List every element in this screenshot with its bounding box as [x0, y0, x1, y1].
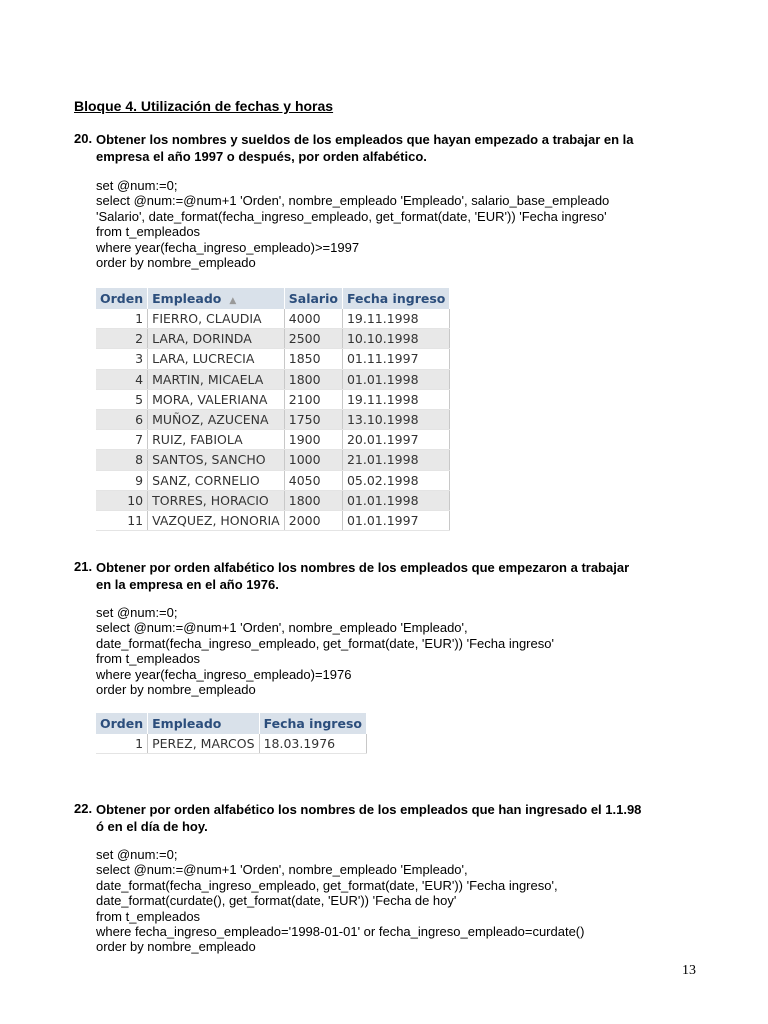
table-cell: MARTIN, MICAELA	[148, 369, 285, 389]
table-cell: FIERRO, CLAUDIA	[148, 309, 285, 329]
table-row[interactable]	[96, 409, 450, 429]
question-text-line: Obtener por orden alfabético los nombres de los empleados que empezaron a trabajar	[96, 560, 630, 575]
sql-line: where year(fecha_ingreso_empleado)>=1997	[96, 239, 360, 255]
table-cell: 1750	[284, 409, 342, 429]
table-cell: 01.11.1997	[342, 349, 449, 369]
question-text-line: ó en el día de hoy.	[96, 819, 208, 834]
table-row[interactable]	[96, 490, 450, 510]
sql-line: 'Salario', date_format(fecha_ingreso_empleado, get_format(date, 'EUR')) 'Fecha ingreso'	[96, 208, 607, 224]
table-cell: 9	[96, 470, 148, 490]
table-cell: 7	[96, 430, 148, 450]
table-row[interactable]	[96, 430, 450, 450]
question-21-sql	[96, 605, 554, 697]
table-cell: 01.01.1998	[342, 490, 449, 510]
table-cell: 19.11.1998	[342, 389, 449, 409]
results-table-20	[96, 288, 450, 531]
question-22-sql	[96, 847, 584, 955]
table-cell: 1000	[284, 450, 342, 470]
table-cell: LARA, DORINDA	[148, 329, 285, 349]
question-text-line: Obtener por orden alfabético los nombres de los empleados que han ingresado el 1.1.98	[96, 802, 642, 817]
col-header-orden[interactable]: Orden	[96, 288, 148, 309]
sql-line: date_format(fecha_ingreso_empleado, get_format(date, 'EUR')) 'Fecha ingreso'	[96, 635, 554, 651]
table-cell: 2100	[284, 389, 342, 409]
table-cell: 2000	[284, 510, 342, 530]
question-22-text	[96, 801, 696, 835]
table-cell: RUIZ, FABIOLA	[148, 430, 285, 450]
col-header-fecha-ingreso[interactable]: Fecha ingreso	[342, 288, 449, 309]
col-header-label: Empleado	[152, 291, 222, 306]
table-cell: 1	[96, 309, 148, 329]
question-20-sql	[96, 178, 609, 270]
sql-line: set @num:=0;	[96, 847, 178, 862]
sort-asc-icon: ▲	[229, 296, 237, 306]
table-cell: TORRES, HORACIO	[148, 490, 285, 510]
table-cell: 2500	[284, 329, 342, 349]
table-cell: 19.11.1998	[342, 309, 449, 329]
table-row[interactable]	[96, 734, 366, 754]
table-cell: 5	[96, 389, 148, 409]
table-cell: 20.01.1997	[342, 430, 449, 450]
question-22-number: 22.	[74, 801, 93, 816]
table-cell: 6	[96, 409, 148, 429]
table-row[interactable]	[96, 510, 450, 530]
question-20-number: 20.	[74, 131, 93, 146]
sql-line: set @num:=0;	[96, 178, 178, 193]
table-cell: LARA, LUCRECIA	[148, 349, 285, 369]
table-row[interactable]	[96, 329, 450, 349]
table-row[interactable]	[96, 450, 450, 470]
page-number: 13	[682, 963, 696, 978]
table-cell: MORA, VALERIANA	[148, 389, 285, 409]
table-row[interactable]	[96, 470, 450, 490]
table-cell: 1800	[284, 490, 342, 510]
table-cell: 8	[96, 450, 148, 470]
table-cell: 11	[96, 510, 148, 530]
table-cell: 05.02.1998	[342, 470, 449, 490]
table-cell: PEREZ, MARCOS	[148, 734, 259, 754]
table-cell: 10	[96, 490, 148, 510]
table-cell: 13.10.1998	[342, 409, 449, 429]
question-20-text	[96, 131, 696, 165]
table-cell: 01.01.1997	[342, 510, 449, 530]
results-table-21	[96, 713, 367, 754]
table-header-row	[96, 713, 366, 734]
table-cell: SANZ, CORNELIO	[148, 470, 285, 490]
sql-line: set @num:=0;	[96, 605, 178, 620]
table-cell: 1900	[284, 430, 342, 450]
table-row[interactable]	[96, 309, 450, 329]
table-cell: 3	[96, 349, 148, 369]
sql-line: date_format(curdate(), get_format(date, 'EUR')) 'Fecha de hoy'	[96, 893, 457, 909]
sql-line: select @num:=@num+1 'Orden', nombre_empleado 'Empleado',	[96, 862, 468, 878]
sql-line: order by nombre_empleado	[96, 681, 256, 697]
table-cell: VAZQUEZ, HONORIA	[148, 510, 285, 530]
table-row[interactable]	[96, 349, 450, 369]
table-cell: 1800	[284, 369, 342, 389]
sql-line: where fecha_ingreso_empleado='1998-01-01' or fecha_ingreso_empleado=curdate()	[96, 923, 585, 939]
table-cell: 4050	[284, 470, 342, 490]
table-cell: 10.10.1998	[342, 329, 449, 349]
table-cell: 4000	[284, 309, 342, 329]
sql-line: date_format(fecha_ingreso_empleado, get_format(date, 'EUR')) 'Fecha ingreso',	[96, 877, 558, 893]
question-text-line: empresa el año 1997 o después, por orden alfabético.	[96, 149, 427, 164]
sql-line: select @num:=@num+1 'Orden', nombre_empleado 'Empleado', salario_base_empleado	[96, 193, 610, 209]
col-header-salario[interactable]: Salario	[284, 288, 342, 309]
col-header-fecha-ingreso[interactable]: Fecha ingreso	[259, 713, 366, 734]
table-row[interactable]	[96, 369, 450, 389]
col-header-orden[interactable]: Orden	[96, 713, 148, 734]
table-cell: 18.03.1976	[259, 734, 366, 754]
sql-line: where year(fecha_ingreso_empleado)=1976	[96, 666, 352, 682]
table-cell: 1850	[284, 349, 342, 369]
col-header-empleado[interactable]	[148, 288, 285, 309]
table-cell: MUÑOZ, AZUCENA	[148, 409, 285, 429]
table-cell: 21.01.1998	[342, 450, 449, 470]
sql-line: from t_empleados	[96, 224, 201, 240]
table-cell: 2	[96, 329, 148, 349]
table-row[interactable]	[96, 389, 450, 409]
table-cell: SANTOS, SANCHO	[148, 450, 285, 470]
table-cell: 1	[96, 734, 148, 754]
sql-line: select @num:=@num+1 'Orden', nombre_empleado 'Empleado',	[96, 620, 468, 636]
table-cell: 4	[96, 369, 148, 389]
question-text-line: en la empresa en el año 1976.	[96, 577, 279, 592]
sql-line: order by nombre_empleado	[96, 254, 256, 270]
sql-line: order by nombre_empleado	[96, 939, 256, 955]
sql-line: from t_empleados	[96, 908, 201, 924]
table-header-row	[96, 288, 450, 309]
question-text-line: Obtener los nombres y sueldos de los empleados que hayan empezado a trabajar en la	[96, 132, 634, 147]
table-cell: 01.01.1998	[342, 369, 449, 389]
question-21-number: 21.	[74, 559, 93, 574]
section-heading: Bloque 4. Utilización de fechas y horas	[74, 98, 334, 114]
sql-line: from t_empleados	[96, 651, 201, 667]
col-header-empleado[interactable]: Empleado	[148, 713, 259, 734]
question-21-text	[96, 559, 696, 593]
